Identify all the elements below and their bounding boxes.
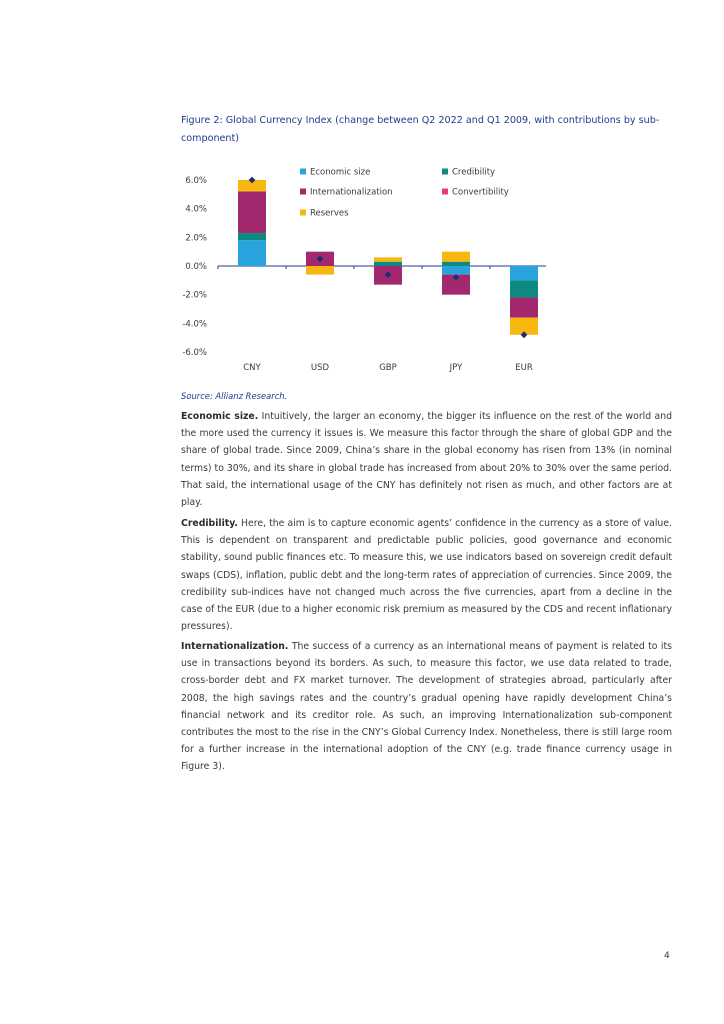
bar-segment-eur-credibility — [510, 280, 538, 297]
legend-swatch-reserves — [300, 210, 306, 216]
y-tick-label: 0.0% — [185, 262, 207, 272]
paragraph-internationalization — [181, 638, 672, 776]
y-tick-label: 2.0% — [185, 233, 207, 244]
paragraph-heading: Economic size. — [181, 411, 259, 422]
x-tick-label: CNY — [243, 363, 261, 373]
bar-segment-jpy-credibility — [442, 262, 470, 266]
x-tick-label: EUR — [515, 363, 533, 373]
paragraph-heading: Internationalization. — [181, 641, 289, 652]
paragraph-credibility — [181, 515, 672, 635]
y-tick-label: 6.0% — [185, 176, 207, 186]
y-tick-label: 4.0% — [185, 204, 207, 215]
legend-label: Reserves — [310, 208, 349, 219]
legend-label: Credibility — [452, 167, 496, 178]
paragraph-economic-size — [181, 408, 672, 511]
bar-segment-usd-reserves — [306, 266, 334, 275]
bar-segment-cny-internationalization — [238, 191, 266, 233]
bar-segment-gbp-reserves — [374, 257, 402, 261]
x-tick-label: USD — [310, 363, 330, 373]
paragraph-heading: Credibility. — [181, 518, 238, 529]
bar-segment-gbp-credibility — [374, 262, 402, 266]
paragraph-text: Here, the aim is to capture economic agents’ confidence in the currency as a store of value. This is dependent on transparent and predictable public policies, good governance and economic stability, sound public finances etc. To measure this, we use indicators based on sovereign credit default swaps (CDS), inflation, public debt and the long-term rates of appreciation of currencies. Since 2009, the credibility sub-indices have not changed much across the five currencies, apart from a decline in the case of the EUR (due to a higher economic risk premium as measured by the CDS and recent inflationary pressures). — [181, 518, 672, 633]
legend-label: Economic size — [310, 167, 371, 178]
bar-segment-jpy-reserves — [442, 252, 470, 262]
bar-segment-eur-internationalization — [510, 298, 538, 318]
chart-source: Source: Allianz Research. — [181, 391, 288, 401]
paragraph-text: Intuitively, the larger an economy, the bigger its influence on the rest of the world and the more used the currency it issues is. We measure this factor through the share of global GDP and the share of global trade. Since 2009, China’s share in the global economy has risen from 13% (in nominal terms) to 30%, and its share in global trade has increased from about 20% to 30% over the same period. That said, the international usage of the CNY has definitely not risen as much, and other factors are at play. — [181, 411, 672, 509]
legend-label: Internationalization — [310, 187, 393, 198]
legend-label: Convertibility — [452, 187, 509, 198]
global-currency-index-chart — [176, 164, 546, 384]
paragraph-text: The success of a currency as an international means of payment is related to its use in transactions beyond its borders. As such, to measure this factor, we use data related to trade, cross-border debt and FX market turnover. The development of strategies abroad, particularly after 2008, the high savings rates and the country’s gradual opening have rapidly development China’s financial network and its creditor role. As such, an improving Internationalization sub-component contributes the most to the rise in the CNY’s Global Currency Index. Nonetheless, there is still large room for a further increase in the international adoption of the CNY (e.g. trade finance currency usage in Figure 3). — [181, 641, 672, 773]
y-tick-label: -2.0% — [182, 290, 207, 301]
legend-swatch-convertibility — [442, 189, 448, 195]
page-number: 4 — [664, 951, 670, 961]
legend-swatch-internationalization — [300, 189, 306, 195]
bar-segment-eur-economic-size — [510, 266, 538, 280]
legend-swatch-economic-size — [300, 169, 306, 175]
x-tick-label: GBP — [379, 363, 397, 373]
y-tick-label: -4.0% — [182, 319, 207, 330]
bar-segment-cny-economic-size — [238, 240, 266, 266]
legend-swatch-credibility — [442, 169, 448, 175]
bar-segment-jpy-economic-size — [442, 266, 470, 275]
figure-title: Figure 2: Global Currency Index (change between Q2 2022 and Q1 2009, with contributions by sub-component) — [181, 115, 660, 144]
bar-segment-cny-credibility — [238, 233, 266, 240]
x-tick-label: JPY — [449, 363, 463, 373]
y-tick-label: -6.0% — [182, 348, 207, 358]
